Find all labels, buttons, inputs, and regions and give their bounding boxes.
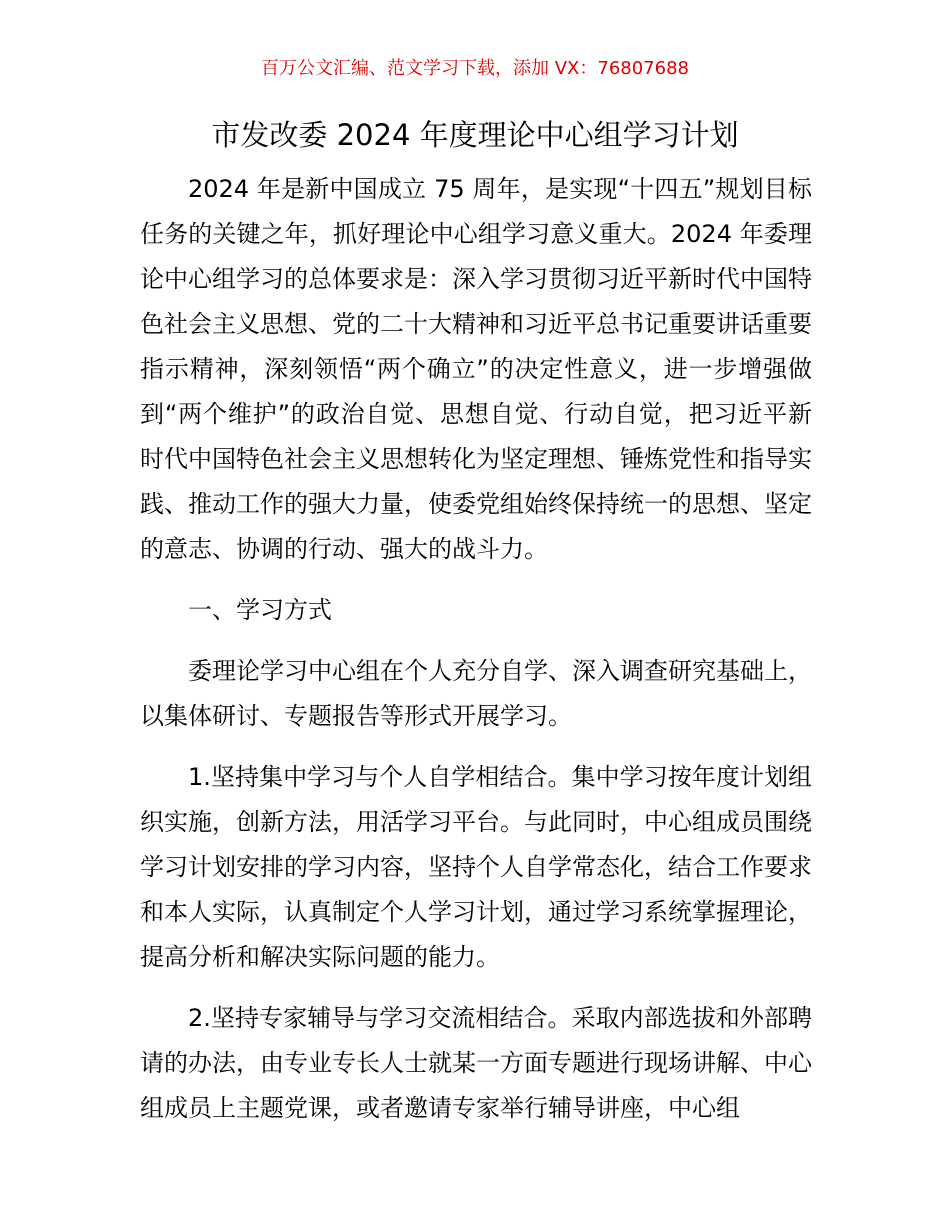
document-title: 市发改委 2024 年度理论中心组学习计划 <box>211 118 739 152</box>
item-1-paragraph: 1.坚持集中学习与个人自学相结合。集中学习按年度计划组织实施，创新方法，用活学习平台。与此同时，中心组成员围绕学习计划安排的学习内容，坚持个人自学常态化，结合工作要求和本人实际，认真制定个人学习计划，通过学习系统掌握理论，提高分析和解决实际问题的能力。 <box>140 763 812 971</box>
intro-paragraph: 2024 年是新中国成立 75 周年，是实现“十四五”规划目标任务的关键之年，抓好理论中心组学习意义重大。2024 年委理论中心组学习的总体要求是：深入学习贯彻习近平新时代中国特色社会主义思想、党的二十大精神和习近平总书记重要讲话重要指示精神，深刻领悟“两个确立”的决定性意义，进一步增强做到“两个维护”的政治自觉、思想自觉、行动自觉，把习近平新时代中国特色社会主义思想转化为坚定理想、锤炼党性和指导实践、推动工作的强大力量，使委党组始终保持统一的思想、坚定的意志、协调的行动、强大的战斗力。 <box>140 175 812 563</box>
study-method-paragraph: 委理论学习中心组在个人充分自学、深入调查研究基础上，以集体研讨、专题报告等形式开展学习。 <box>140 657 812 730</box>
item-2-paragraph: 2.坚持专家辅导与学习交流相结合。采取内部选拔和外部聘请的办法，由专业专长人士就某一方面专题进行现场讲解、中心组成员上主题党课，或者邀请专家举行辅导讲座，中心组 <box>140 1004 812 1122</box>
section-heading-study-method: 一、学习方式 <box>188 596 332 624</box>
document-body <box>140 167 812 1131</box>
header-watermark-note: 百万公文汇编、范文学习下载，添加 VX：76807688 <box>261 58 689 79</box>
